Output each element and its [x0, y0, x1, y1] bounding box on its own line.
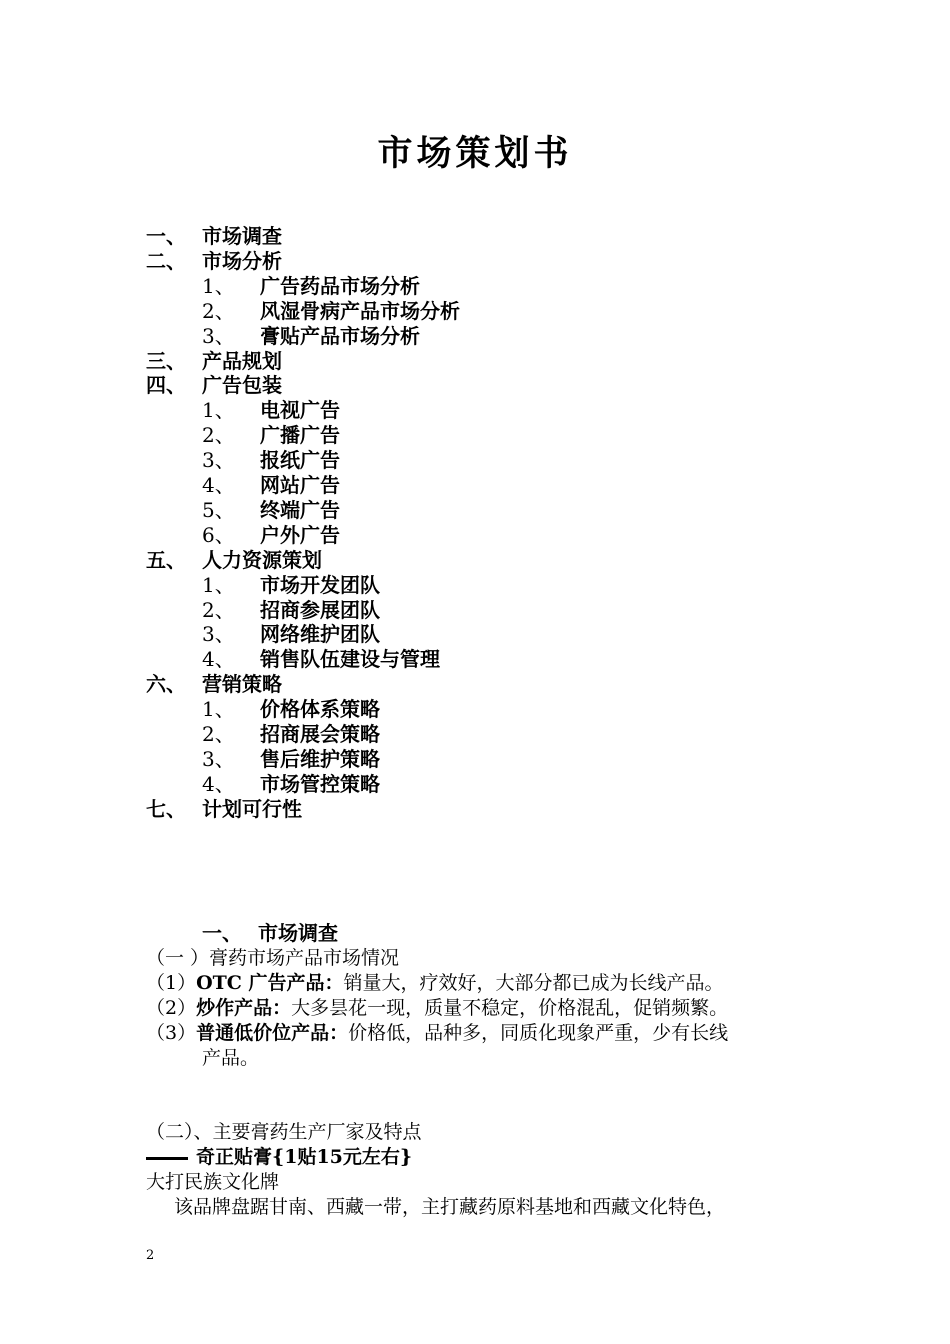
toc-item-text: 终端广告 [260, 497, 340, 522]
toc-item-text: 风湿骨病产品市场分析 [260, 298, 460, 323]
toc-item [0, 448, 950, 473]
toc-item-text: 市场调查 [202, 224, 282, 248]
toc-item-number: 2、 [202, 597, 235, 622]
toc-item-text: 电视广告 [260, 398, 340, 423]
toc-item [0, 249, 950, 274]
toc-item-text: 膏贴产品市场分析 [260, 323, 420, 348]
toc-item [0, 722, 950, 747]
toc-item [0, 498, 950, 523]
toc-item-number: 1、 [202, 273, 235, 298]
toc-item-number: 四、 [146, 373, 186, 398]
toc-item [0, 747, 950, 772]
toc-item-number: 3、 [202, 622, 235, 647]
list-item-continuation: 产品。 [202, 1047, 260, 1069]
toc-item-text: 广告包装 [202, 373, 282, 398]
toc-item-text: 市场分析 [202, 248, 282, 273]
toc-item [0, 772, 950, 797]
toc-item-number: 3、 [202, 448, 235, 473]
item-number: （3） [146, 1022, 197, 1044]
toc-item-text: 销售队伍建设与管理 [260, 647, 440, 672]
item-bold-label: OTC 广告产品： [196, 972, 344, 994]
toc-item-text: 广告药品市场分析 [260, 273, 420, 298]
toc-item-number: 1、 [202, 572, 235, 597]
list-item [146, 971, 724, 996]
item-number: （1） [146, 972, 197, 994]
toc-item [0, 797, 950, 822]
brand-description: 该品牌盘踞甘南、西藏一带，主打藏药原料基地和西藏文化特色， [174, 1196, 726, 1218]
toc-item-number: 1、 [202, 697, 235, 722]
toc-item-text: 计划可行性 [202, 796, 302, 821]
toc-item-text: 招商展会策略 [260, 722, 380, 746]
toc-item-text: 市场管控策略 [260, 771, 380, 796]
toc-item [0, 473, 950, 498]
section-number: 一、 [202, 921, 242, 945]
page-number: 2 [146, 1248, 155, 1263]
toc-item [0, 523, 950, 548]
toc-item [0, 398, 950, 423]
toc-item-text: 广播广告 [260, 423, 340, 448]
toc-item-text: 人力资源策划 [202, 547, 322, 572]
list-item [146, 996, 728, 1021]
toc-item-number: 2、 [202, 298, 235, 323]
toc-item [0, 373, 950, 398]
subsection-heading-2: （二）、主要膏药生产厂家及特点 [146, 1121, 422, 1143]
toc-item-number: 1、 [202, 398, 235, 423]
toc-item-number: 三、 [146, 348, 186, 373]
item-text: 价格低，品种多，同质化现象严重，少有长线 [348, 1022, 729, 1044]
toc-item-text: 网站广告 [260, 473, 340, 497]
toc-item-text: 价格体系策略 [260, 697, 380, 722]
toc-item-number: 一、 [146, 224, 186, 248]
toc-item-number: 二、 [146, 248, 186, 273]
section-heading [0, 920, 950, 946]
toc-item [0, 423, 950, 448]
toc-item-text: 营销策略 [202, 672, 282, 697]
toc-item [0, 299, 950, 324]
toc-item-number: 5、 [202, 497, 235, 522]
toc-item [0, 224, 950, 249]
toc-item [0, 672, 950, 697]
toc-item-text: 产品规划 [202, 348, 282, 373]
section-title: 市场调查 [258, 921, 338, 945]
item-text: 销量大，疗效好，大部分都已成为长线产品。 [343, 972, 724, 994]
toc-item-text: 网络维护团队 [260, 622, 380, 647]
toc-item-number: 五、 [146, 547, 186, 572]
toc-item-number: 6、 [202, 522, 235, 547]
toc-item-number: 七、 [146, 796, 186, 821]
toc-item-text: 市场开发团队 [260, 572, 380, 597]
document-title: 市场策划书 [377, 133, 573, 174]
toc-item-text: 报纸广告 [260, 448, 340, 473]
subsection-heading-1: （一 ）膏药市场产品市场情况 [146, 947, 400, 969]
dash-marker [146, 1157, 188, 1160]
toc-item [0, 622, 950, 647]
toc-item [0, 548, 950, 573]
toc-item-text: 招商参展团队 [260, 597, 380, 622]
toc-item-number: 4、 [202, 473, 235, 497]
toc-item [0, 349, 950, 374]
toc-item [0, 697, 950, 722]
toc-item-number: 六、 [146, 672, 186, 697]
item-number: （2） [146, 997, 197, 1019]
toc-item-text: 户外广告 [260, 522, 340, 547]
brand-heading: 奇正贴膏{1贴15元左右} [196, 1146, 413, 1168]
toc-item-number: 3、 [202, 323, 235, 348]
toc-item [0, 598, 950, 623]
toc-item-number: 4、 [202, 771, 235, 796]
item-text: 大多昙花一现，质量不稳定，价格混乱，促销频繁。 [291, 997, 729, 1019]
list-item [146, 1021, 728, 1046]
toc-item [0, 324, 950, 349]
toc-item-number: 2、 [202, 722, 235, 746]
toc-item [0, 573, 950, 598]
toc-item-text: 售后维护策略 [260, 746, 380, 771]
toc-item [0, 647, 950, 672]
item-bold-label: 炒作产品： [196, 997, 292, 1019]
toc-item [0, 274, 950, 299]
brand-tagline: 大打民族文化牌 [146, 1171, 280, 1193]
item-bold-label: 普通低价位产品： [196, 1022, 349, 1044]
toc-item-number: 2、 [202, 423, 235, 448]
toc-item-number: 4、 [202, 647, 235, 672]
toc-item-number: 3、 [202, 746, 235, 771]
